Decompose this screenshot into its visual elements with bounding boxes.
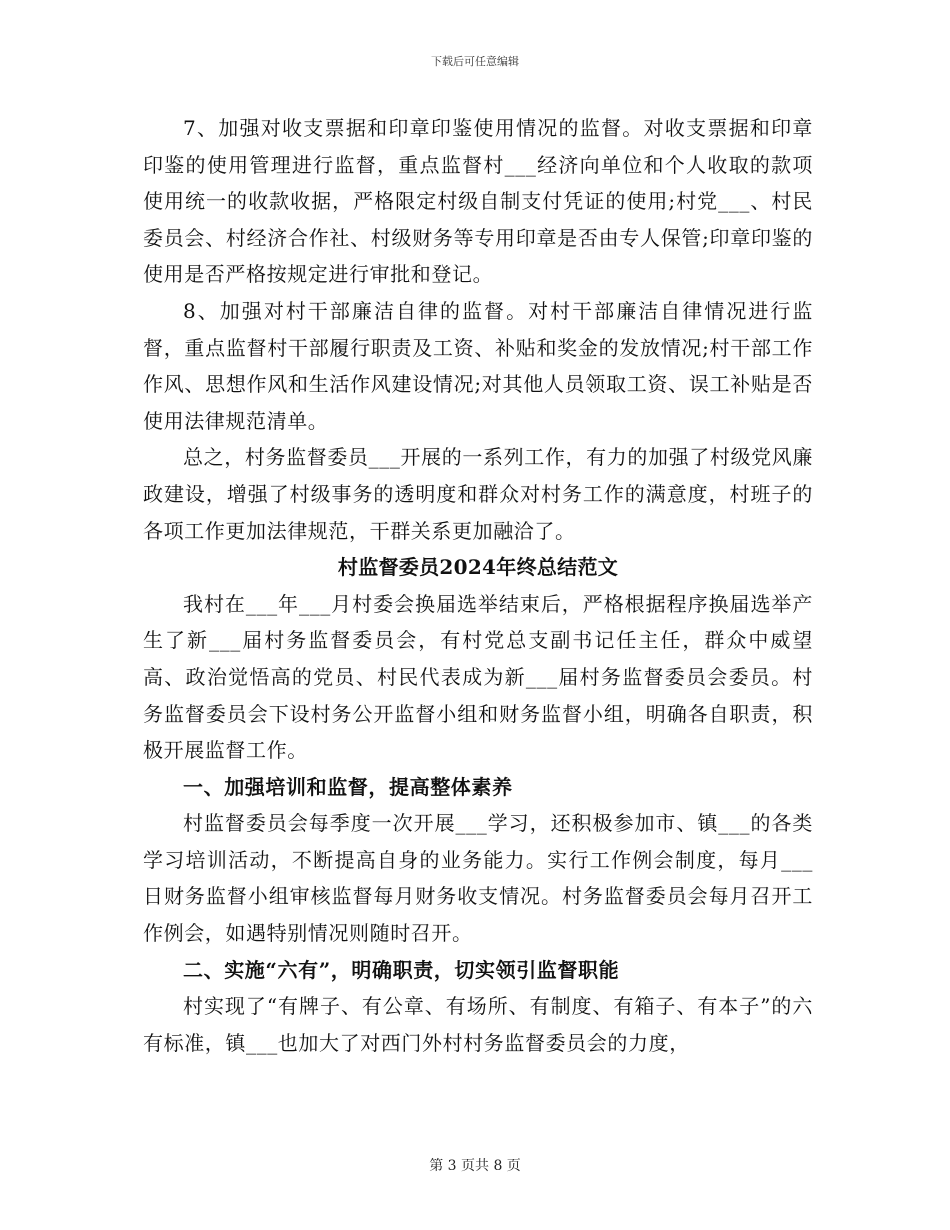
paragraph-7: 7、加强对收支票据和印章印鉴使用情况的监督。对收支票据和印章印鉴的使用管理进行监督，重点监督村___经济向单位和个人收取的款项使用统一的收款收据，严格限定村级自制支付凭证的使用;村党___、村民委员会、村经济合作社、村级财务等专用印章是否由专人保管;印章印鉴的使用是否严格按规定进行审批和登记。: [143, 116, 813, 287]
section-heading-1: 一、加强培训和监督，提高整体素养: [183, 774, 513, 799]
page-header: 下载后可任意编辑: [431, 55, 519, 68]
document-body: [143, 110, 813, 1061]
document-title: 村监督委员2024年终总结范文: [337, 555, 619, 580]
paragraph-8: 8、加强对村干部廉洁自律的监督。对村干部廉洁自律情况进行监督，重点监督村干部履行职责及工资、补贴和奖金的发放情况;村干部工作作风、思想作风和生活作风建设情况;对其他人员领取工资、误工补贴是否使用法律规范清单。: [143, 298, 813, 433]
paragraph-intro: 我村在___年___月村委会换届选举结束后，严格根据程序换届选举产生了新___届村务监督委员会，有村党总支副书记任主任，群众中威望高、政治觉悟高的党员、村民代表成为新___届村务监督委员会委员。村务监督委员会下设村务公开监督小组和财务监督小组，明确各自职责，积极开展监督工作。: [143, 591, 813, 763]
paragraph-section-1: 村监督委员会每季度一次开展___学习，还积极参加市、镇___的各类学习培训活动，不断提高自身的业务能力。实行工作例会制度，每月___日财务监督小组审核监督每月财务收支情况。村务监督委员会每月召开工作例会，如遇特别情况则随时召开。: [143, 811, 813, 946]
section-heading-2: 二、实施“六有”，明确职责，切实领引监督职能: [183, 957, 620, 982]
page-footer: 第 3 页共 8 页: [429, 1158, 521, 1174]
paragraph-summary: 总之，村务监督委员___开展的一系列工作，有力的加强了村级党风廉政建设，增强了村级事务的透明度和群众对村务工作的满意度，村班子的各项工作更加法律规范，干群关系更加融洽了。: [143, 445, 813, 543]
paragraph-section-2: 村实现了“有牌子、有公章、有场所、有制度、有箱子、有本子”的六有标准，镇___也加大了对西门外村村务监督委员会的力度，: [143, 994, 813, 1055]
